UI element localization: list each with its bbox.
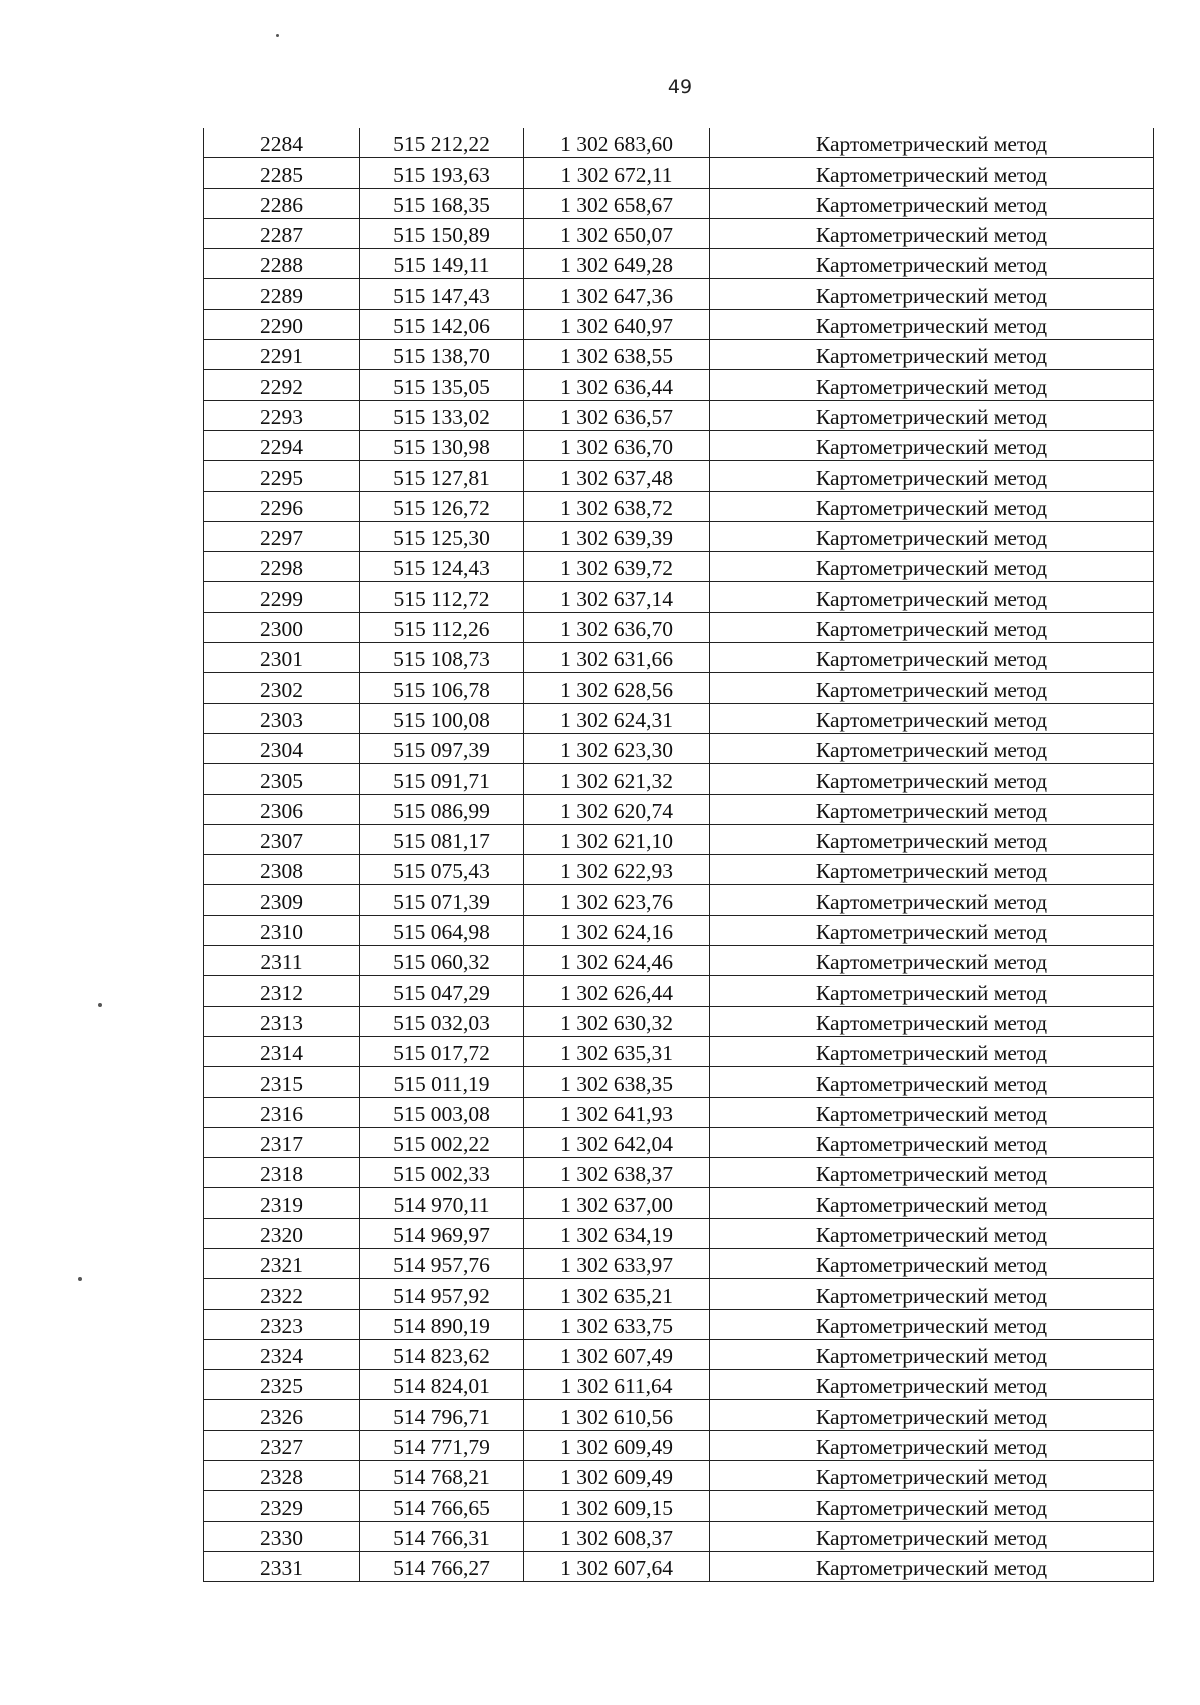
table-row [204, 249, 1154, 279]
method-cell: Картометрический метод [710, 430, 1154, 460]
point-number-cell: 2317 [204, 1127, 360, 1157]
table-row [204, 582, 1154, 612]
table-row [204, 824, 1154, 854]
y-coordinate-cell: 1 302 637,14 [524, 582, 710, 612]
table-row [204, 733, 1154, 763]
point-number-cell: 2307 [204, 824, 360, 854]
y-coordinate-cell: 1 302 623,76 [524, 885, 710, 915]
point-number-cell: 2292 [204, 370, 360, 400]
table-row [204, 703, 1154, 733]
x-coordinate-cell: 515 168,35 [360, 188, 524, 218]
table-row [204, 1521, 1154, 1551]
table-row [204, 1491, 1154, 1521]
point-number-cell: 2293 [204, 400, 360, 430]
x-coordinate-cell: 515 011,19 [360, 1067, 524, 1097]
table-row [204, 643, 1154, 673]
scan-speck [78, 1277, 82, 1281]
table-row [204, 400, 1154, 430]
y-coordinate-cell: 1 302 641,93 [524, 1097, 710, 1127]
table-row [204, 1248, 1154, 1278]
x-coordinate-cell: 515 097,39 [360, 733, 524, 763]
method-cell: Картометрический метод [710, 824, 1154, 854]
table-row [204, 976, 1154, 1006]
y-coordinate-cell: 1 302 639,72 [524, 552, 710, 582]
scan-speck [276, 34, 279, 37]
method-cell: Картометрический метод [710, 1521, 1154, 1551]
x-coordinate-cell: 514 766,27 [360, 1551, 524, 1581]
table-row [204, 885, 1154, 915]
table-row [204, 430, 1154, 460]
x-coordinate-cell: 515 003,08 [360, 1097, 524, 1127]
method-cell: Картометрический метод [710, 1339, 1154, 1369]
method-cell: Картометрический метод [710, 1370, 1154, 1400]
x-coordinate-cell: 515 112,26 [360, 612, 524, 642]
point-number-cell: 2296 [204, 491, 360, 521]
point-number-cell: 2301 [204, 643, 360, 673]
x-coordinate-cell: 514 957,92 [360, 1279, 524, 1309]
method-cell: Картометрический метод [710, 673, 1154, 703]
x-coordinate-cell: 514 970,11 [360, 1188, 524, 1218]
y-coordinate-cell: 1 302 624,46 [524, 946, 710, 976]
point-number-cell: 2319 [204, 1188, 360, 1218]
x-coordinate-cell: 515 032,03 [360, 1006, 524, 1036]
method-cell: Картометрический метод [710, 188, 1154, 218]
method-cell: Картометрический метод [710, 128, 1154, 158]
y-coordinate-cell: 1 302 638,37 [524, 1158, 710, 1188]
method-cell: Картометрический метод [710, 976, 1154, 1006]
table-row [204, 1370, 1154, 1400]
method-cell: Картометрический метод [710, 1158, 1154, 1188]
scan-speck [98, 1003, 102, 1007]
method-cell: Картометрический метод [710, 279, 1154, 309]
table-row [204, 764, 1154, 794]
method-cell: Картометрический метод [710, 309, 1154, 339]
x-coordinate-cell: 515 127,81 [360, 461, 524, 491]
table-row [204, 1036, 1154, 1066]
point-number-cell: 2330 [204, 1521, 360, 1551]
x-coordinate-cell: 515 075,43 [360, 855, 524, 885]
point-number-cell: 2329 [204, 1491, 360, 1521]
y-coordinate-cell: 1 302 650,07 [524, 218, 710, 248]
x-coordinate-cell: 515 147,43 [360, 279, 524, 309]
x-coordinate-cell: 515 002,22 [360, 1127, 524, 1157]
method-cell: Картометрический метод [710, 582, 1154, 612]
method-cell: Картометрический метод [710, 158, 1154, 188]
point-number-cell: 2314 [204, 1036, 360, 1066]
point-number-cell: 2286 [204, 188, 360, 218]
x-coordinate-cell: 514 824,01 [360, 1370, 524, 1400]
y-coordinate-cell: 1 302 630,32 [524, 1006, 710, 1036]
point-number-cell: 2295 [204, 461, 360, 491]
point-number-cell: 2316 [204, 1097, 360, 1127]
table-row [204, 612, 1154, 642]
table-row [204, 340, 1154, 370]
method-cell: Картометрический метод [710, 1309, 1154, 1339]
point-number-cell: 2323 [204, 1309, 360, 1339]
point-number-cell: 2290 [204, 309, 360, 339]
table-row [204, 1430, 1154, 1460]
y-coordinate-cell: 1 302 636,57 [524, 400, 710, 430]
x-coordinate-cell: 515 086,99 [360, 794, 524, 824]
table-row [204, 1339, 1154, 1369]
y-coordinate-cell: 1 302 628,56 [524, 673, 710, 703]
method-cell: Картометрический метод [710, 794, 1154, 824]
y-coordinate-cell: 1 302 637,00 [524, 1188, 710, 1218]
point-number-cell: 2320 [204, 1218, 360, 1248]
point-number-cell: 2291 [204, 340, 360, 370]
point-number-cell: 2294 [204, 430, 360, 460]
point-number-cell: 2311 [204, 946, 360, 976]
method-cell: Картометрический метод [710, 340, 1154, 370]
method-cell: Картометрический метод [710, 1218, 1154, 1248]
table-row [204, 1279, 1154, 1309]
x-coordinate-cell: 515 100,08 [360, 703, 524, 733]
method-cell: Картометрический метод [710, 1248, 1154, 1278]
x-coordinate-cell: 515 193,63 [360, 158, 524, 188]
method-cell: Картометрический метод [710, 218, 1154, 248]
y-coordinate-cell: 1 302 638,35 [524, 1067, 710, 1097]
method-cell: Картометрический метод [710, 491, 1154, 521]
x-coordinate-cell: 515 091,71 [360, 764, 524, 794]
table-row [204, 188, 1154, 218]
x-coordinate-cell: 515 017,72 [360, 1036, 524, 1066]
point-number-cell: 2304 [204, 733, 360, 763]
x-coordinate-cell: 515 138,70 [360, 340, 524, 370]
table-row [204, 794, 1154, 824]
table-row [204, 1551, 1154, 1581]
table-row [204, 158, 1154, 188]
table-row [204, 370, 1154, 400]
table-row [204, 1158, 1154, 1188]
table-row [204, 915, 1154, 945]
point-number-cell: 2288 [204, 249, 360, 279]
table-row [204, 1097, 1154, 1127]
point-number-cell: 2309 [204, 885, 360, 915]
x-coordinate-cell: 514 768,21 [360, 1461, 524, 1491]
x-coordinate-cell: 515 106,78 [360, 673, 524, 703]
point-number-cell: 2313 [204, 1006, 360, 1036]
table-row [204, 1006, 1154, 1036]
y-coordinate-cell: 1 302 672,11 [524, 158, 710, 188]
x-coordinate-cell: 514 766,65 [360, 1491, 524, 1521]
point-number-cell: 2298 [204, 552, 360, 582]
point-number-cell: 2303 [204, 703, 360, 733]
y-coordinate-cell: 1 302 611,64 [524, 1370, 710, 1400]
point-number-cell: 2284 [204, 128, 360, 158]
x-coordinate-cell: 515 002,33 [360, 1158, 524, 1188]
y-coordinate-cell: 1 302 620,74 [524, 794, 710, 824]
point-number-cell: 2305 [204, 764, 360, 794]
coordinates-table-body [204, 128, 1154, 1582]
method-cell: Картометрический метод [710, 400, 1154, 430]
y-coordinate-cell: 1 302 636,44 [524, 370, 710, 400]
y-coordinate-cell: 1 302 626,44 [524, 976, 710, 1006]
y-coordinate-cell: 1 302 635,31 [524, 1036, 710, 1066]
method-cell: Картометрический метод [710, 612, 1154, 642]
method-cell: Картометрический метод [710, 1188, 1154, 1218]
y-coordinate-cell: 1 302 640,97 [524, 309, 710, 339]
y-coordinate-cell: 1 302 636,70 [524, 430, 710, 460]
table-row [204, 1309, 1154, 1339]
method-cell: Картометрический метод [710, 643, 1154, 673]
method-cell: Картометрический метод [710, 552, 1154, 582]
point-number-cell: 2285 [204, 158, 360, 188]
y-coordinate-cell: 1 302 638,72 [524, 491, 710, 521]
y-coordinate-cell: 1 302 636,70 [524, 612, 710, 642]
y-coordinate-cell: 1 302 637,48 [524, 461, 710, 491]
y-coordinate-cell: 1 302 631,66 [524, 643, 710, 673]
y-coordinate-cell: 1 302 635,21 [524, 1279, 710, 1309]
y-coordinate-cell: 1 302 607,49 [524, 1339, 710, 1369]
table-row [204, 1400, 1154, 1430]
point-number-cell: 2322 [204, 1279, 360, 1309]
point-number-cell: 2297 [204, 521, 360, 551]
y-coordinate-cell: 1 302 607,64 [524, 1551, 710, 1581]
method-cell: Картометрический метод [710, 461, 1154, 491]
point-number-cell: 2300 [204, 612, 360, 642]
table-row [204, 1067, 1154, 1097]
y-coordinate-cell: 1 302 608,37 [524, 1521, 710, 1551]
point-number-cell: 2328 [204, 1461, 360, 1491]
x-coordinate-cell: 515 133,02 [360, 400, 524, 430]
method-cell: Картометрический метод [710, 703, 1154, 733]
x-coordinate-cell: 515 126,72 [360, 491, 524, 521]
point-number-cell: 2312 [204, 976, 360, 1006]
point-number-cell: 2299 [204, 582, 360, 612]
x-coordinate-cell: 514 796,71 [360, 1400, 524, 1430]
y-coordinate-cell: 1 302 633,75 [524, 1309, 710, 1339]
method-cell: Картометрический метод [710, 1491, 1154, 1521]
table-row [204, 1127, 1154, 1157]
x-coordinate-cell: 515 112,72 [360, 582, 524, 612]
method-cell: Картометрический метод [710, 885, 1154, 915]
method-cell: Картометрический метод [710, 1067, 1154, 1097]
y-coordinate-cell: 1 302 609,49 [524, 1461, 710, 1491]
point-number-cell: 2321 [204, 1248, 360, 1278]
method-cell: Картометрический метод [710, 1400, 1154, 1430]
method-cell: Картометрический метод [710, 946, 1154, 976]
x-coordinate-cell: 514 771,79 [360, 1430, 524, 1460]
x-coordinate-cell: 515 149,11 [360, 249, 524, 279]
y-coordinate-cell: 1 302 624,31 [524, 703, 710, 733]
point-number-cell: 2315 [204, 1067, 360, 1097]
point-number-cell: 2308 [204, 855, 360, 885]
y-coordinate-cell: 1 302 642,04 [524, 1127, 710, 1157]
y-coordinate-cell: 1 302 683,60 [524, 128, 710, 158]
x-coordinate-cell: 514 766,31 [360, 1521, 524, 1551]
method-cell: Картометрический метод [710, 915, 1154, 945]
x-coordinate-cell: 515 081,17 [360, 824, 524, 854]
table-row [204, 673, 1154, 703]
point-number-cell: 2326 [204, 1400, 360, 1430]
x-coordinate-cell: 514 823,62 [360, 1339, 524, 1369]
y-coordinate-cell: 1 302 658,67 [524, 188, 710, 218]
point-number-cell: 2327 [204, 1430, 360, 1460]
x-coordinate-cell: 515 212,22 [360, 128, 524, 158]
method-cell: Картометрический метод [710, 1279, 1154, 1309]
table-row [204, 946, 1154, 976]
x-coordinate-cell: 514 890,19 [360, 1309, 524, 1339]
y-coordinate-cell: 1 302 634,19 [524, 1218, 710, 1248]
table-row [204, 279, 1154, 309]
y-coordinate-cell: 1 302 621,10 [524, 824, 710, 854]
table-row [204, 491, 1154, 521]
method-cell: Картометрический метод [710, 249, 1154, 279]
table-row [204, 552, 1154, 582]
y-coordinate-cell: 1 302 609,15 [524, 1491, 710, 1521]
table-row [204, 1461, 1154, 1491]
table-row [204, 1218, 1154, 1248]
method-cell: Картометрический метод [710, 855, 1154, 885]
method-cell: Картометрический метод [710, 1430, 1154, 1460]
point-number-cell: 2287 [204, 218, 360, 248]
point-number-cell: 2325 [204, 1370, 360, 1400]
method-cell: Картометрический метод [710, 521, 1154, 551]
x-coordinate-cell: 515 071,39 [360, 885, 524, 915]
y-coordinate-cell: 1 302 647,36 [524, 279, 710, 309]
point-number-cell: 2318 [204, 1158, 360, 1188]
method-cell: Картометрический метод [710, 1036, 1154, 1066]
method-cell: Картометрический метод [710, 733, 1154, 763]
y-coordinate-cell: 1 302 649,28 [524, 249, 710, 279]
x-coordinate-cell: 515 130,98 [360, 430, 524, 460]
x-coordinate-cell: 515 135,05 [360, 370, 524, 400]
y-coordinate-cell: 1 302 609,49 [524, 1430, 710, 1460]
point-number-cell: 2306 [204, 794, 360, 824]
x-coordinate-cell: 515 064,98 [360, 915, 524, 945]
method-cell: Картометрический метод [710, 1127, 1154, 1157]
point-number-cell: 2302 [204, 673, 360, 703]
point-number-cell: 2310 [204, 915, 360, 945]
y-coordinate-cell: 1 302 639,39 [524, 521, 710, 551]
x-coordinate-cell: 515 108,73 [360, 643, 524, 673]
point-number-cell: 2289 [204, 279, 360, 309]
method-cell: Картометрический метод [710, 764, 1154, 794]
page-number: 49 [667, 76, 693, 98]
y-coordinate-cell: 1 302 633,97 [524, 1248, 710, 1278]
point-number-cell: 2324 [204, 1339, 360, 1369]
table-row [204, 1188, 1154, 1218]
method-cell: Картометрический метод [710, 370, 1154, 400]
y-coordinate-cell: 1 302 624,16 [524, 915, 710, 945]
table-row [204, 309, 1154, 339]
point-number-cell: 2331 [204, 1551, 360, 1581]
y-coordinate-cell: 1 302 621,32 [524, 764, 710, 794]
method-cell: Картометрический метод [710, 1461, 1154, 1491]
x-coordinate-cell: 514 957,76 [360, 1248, 524, 1278]
x-coordinate-cell: 515 060,32 [360, 946, 524, 976]
table-row [204, 855, 1154, 885]
table-row [204, 461, 1154, 491]
y-coordinate-cell: 1 302 610,56 [524, 1400, 710, 1430]
x-coordinate-cell: 515 047,29 [360, 976, 524, 1006]
x-coordinate-cell: 515 142,06 [360, 309, 524, 339]
x-coordinate-cell: 514 969,97 [360, 1218, 524, 1248]
x-coordinate-cell: 515 124,43 [360, 552, 524, 582]
y-coordinate-cell: 1 302 623,30 [524, 733, 710, 763]
coordinates-table [203, 128, 1154, 1582]
table-row [204, 128, 1154, 158]
table-row [204, 521, 1154, 551]
x-coordinate-cell: 515 150,89 [360, 218, 524, 248]
y-coordinate-cell: 1 302 638,55 [524, 340, 710, 370]
table-row [204, 218, 1154, 248]
method-cell: Картометрический метод [710, 1551, 1154, 1581]
x-coordinate-cell: 515 125,30 [360, 521, 524, 551]
method-cell: Картометрический метод [710, 1006, 1154, 1036]
y-coordinate-cell: 1 302 622,93 [524, 855, 710, 885]
method-cell: Картометрический метод [710, 1097, 1154, 1127]
